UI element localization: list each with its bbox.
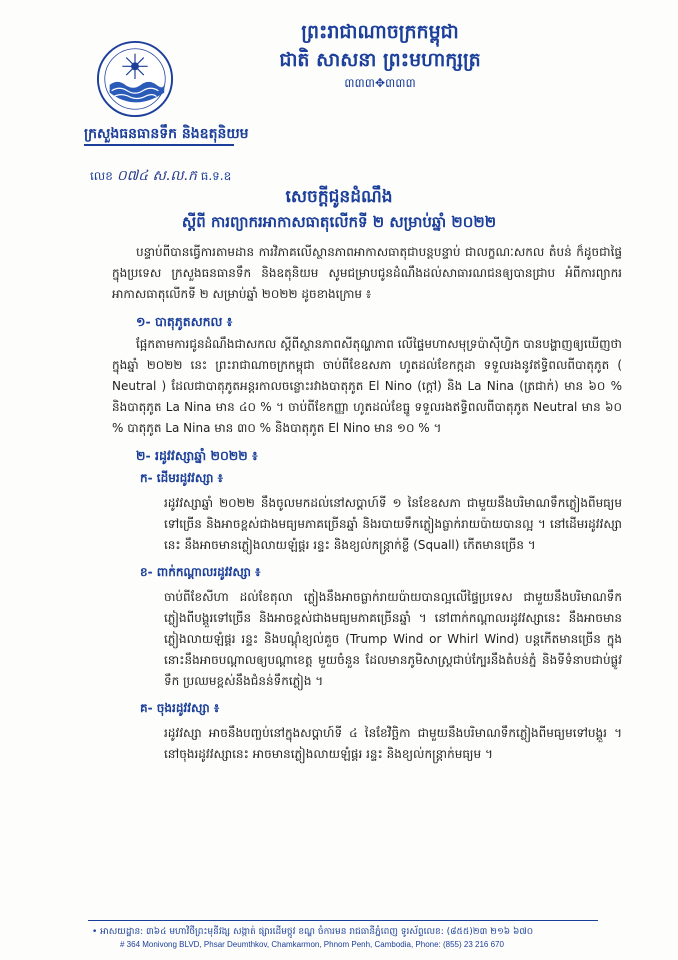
reference-number [90, 166, 231, 187]
section-1-text: ផ្អែកតាមការជូនដំណឹងជាសកល ស្តីពីស្ថានភាពសីតុណ្ហភាព លើផ្ទៃមហាសមុទ្រប៉ាស៊ីហ្វិក បានបង្ហាញឲ្យឃើញថា ក្នុងឆ្នាំ ២០២២ នេះ ព្រះរាជាណាចក្រកម្ពុជា ចាប់ពីខែឧសភា ហូតដល់ខែកក្កដា ទទួលរងនូវឥទ្ធិពលពីបាតុភូត ( Neutral ) ដែលជាបាតុភូតអន្តរកាលចន្លោះរវាងបាតុភូត El Nino (ក្តៅ) និង La Nina (ត្រជាក់) មាន ៦០ % និងបាតុភូត La Nina មាន ៤០ % ។ ចាប់ពីខែកញ្ញា ហូតដល់ខែធ្នូ ទទួលរងឥទ្ធិពលពីបាតុភូត Neutral មាន ៦០ % បាតុភូត La Nina មាន ៣០ % និងបាតុភូត El Nino មាន ១០ % ។ [112, 337, 622, 435]
ministry-logo-icon [96, 40, 174, 118]
ref-handwritten-number: ០៧៤ ស.ល.ក [116, 168, 197, 184]
footer-divider [88, 920, 598, 921]
document-body [112, 242, 622, 771]
footer-address-english: # 364 Monivong BLVD, Phsar Deumthkov, Chamkarmon, Phnom Penh, Cambodia, Phone: (855) 23 216 670 [120, 940, 504, 949]
ref-suffix: ធ.ទ.ឧ [200, 169, 232, 183]
ministry-name: ក្រសួងធនធានទឹក និងឧតុនិយម [84, 126, 249, 142]
intro-paragraph: បន្ទាប់ពីបានធ្វើការតាមដាន ការវិភាគលើស្ថានភាពអាកាសធាតុជាបន្តបន្ទាប់ ជាលក្ខណៈសកល តំបន់ ក៏ដូចជាផ្ទៃក្នុងប្រទេស ក្រសួងធនធានទឹក និងឧតុនិយម សូមជម្រាបជូនដំណឹងដល់សាធារណជនឲ្យបានជ្រាប អំពីការព្យាករអាកាសធាតុលើកទី ២ សម្រាប់ឆ្នាំ ២០២២ ដូចខាងក្រោម ៖ [112, 245, 622, 301]
subsection-mid-season [140, 562, 622, 583]
ref-label: លេខ [90, 169, 113, 183]
footer-address-khmer: • អាសយដ្ឋាន: ៣៦៤ មហាវិថីព្រះមុនីវង្ស សង្កាត់ ផ្សារដើមថ្កូវ ខណ្ឌ ចំការមន រាជធានីភ្នំពេញ ទូរស័ព្ទលេខ: (៨៥៥)២៣ ២១៦ ៦៧០ [92, 927, 534, 937]
subsection-early-season [140, 468, 622, 489]
subsection-late-season [140, 698, 622, 719]
document-title: សេចក្តីជូនដំណឹង [285, 187, 393, 207]
subsection-label: ខ- ពាក់កណ្តាលរដូវវស្សា ៖ [140, 565, 261, 579]
subsection-label: គ- ចុងរដូវវស្សា ៖ [140, 701, 220, 715]
section-1-heading: ១- បាតុភូតសកល ៖ [136, 314, 233, 329]
subsection-text: រដូវវស្សា អាចនឹងបញ្ចប់នៅក្នុងសប្តាហ៍ទី ៤ នៃខែវិច្ឆិកា ជាមួយនឹងបរិមាណទឹកភ្លៀងពីមធ្យមទៅបង្គួរ ។ នៅចុងរដូវវស្សានេះ អាចមានភ្លៀងលាយឡំផ្គរ រន្ទះ និងខ្យល់កន្ត្រាក់មធ្យម ។ [164, 726, 622, 761]
subsection-label: ក- ដើមរដូវវស្សា ៖ [140, 471, 223, 485]
subsection-text: ចាប់ពីខែសីហា ដល់ខែតុលា ភ្លៀងនឹងអាចធ្លាក់រាយប៉ាយបានល្អលើផ្ទៃប្រទេស ជាមួយនឹងបរិមាណទឹកភ្លៀងពីបង្គួរទៅច្រើន និងអាចខ្ពស់ជាងមធ្យមភាគច្រើនឆ្នាំ ។ នៅពាក់កណ្តាលរដូវវស្សានេះ នឹងអាចមានភ្លៀងលាយឡំផ្គរ រន្ទះ និងបណ្តុំខ្យល់គួច (Trump Wind or Whirl Wind) បន្តកើតមានច្រើន ក្នុងនោះនឹងអាចបណ្តាលឲ្យបណ្តាខេត្ត មួយចំនួន ដែលមានភូមិសាស្ត្រជាប់ក្បែរនឹងតំបន់ភ្នំ និងទីទំនាបជាប់ផ្លូវទឹក ប្រឈមខ្ពស់នឹងជំនន់ទឹកភ្លៀង ។ [164, 590, 622, 688]
subsection-text: រដូវវស្សាឆ្នាំ ២០២២ នឹងចូលមកដល់នៅសប្តាហ៍ទី ១ នៃខែឧសភា ជាមួយនឹងបរិមាណទឹកភ្លៀងពីមធ្យមទៅច្រើន និងអាចខ្ពស់ជាងមធ្យមភាគច្រើនឆ្នាំ និងរបាយទឹកភ្លៀងធ្លាក់រាយប៉ាយបានល្អ ។ នៅដើមរដូវវស្សានេះ នឹងអាចមានភ្លៀងលាយឡំផ្គរ រន្ទះ និងខ្យល់កន្ត្រាក់ខ្លី (Squall) កើតមានច្រើន ។ [164, 496, 622, 552]
kingdom-title: ព្រះរាជាណាចក្រកម្ពុជា [301, 21, 459, 43]
nation-motto: ជាតិ សាសនា ព្រះមហាក្សត្រ [279, 49, 481, 71]
document-subtitle: ស្តីពី ការព្យាករអាកាសធាតុលើកទី ២ សម្រាប់ឆ្នាំ ២០២២ [181, 213, 497, 231]
kingdom-header [250, 18, 510, 92]
header-ornament: ៣៣៣✥៣៣៣ [344, 76, 416, 90]
ministry-underline [84, 144, 234, 146]
section-2-heading: ២- រដូវវស្សាឆ្នាំ ២០២២ ៖ [136, 448, 258, 463]
